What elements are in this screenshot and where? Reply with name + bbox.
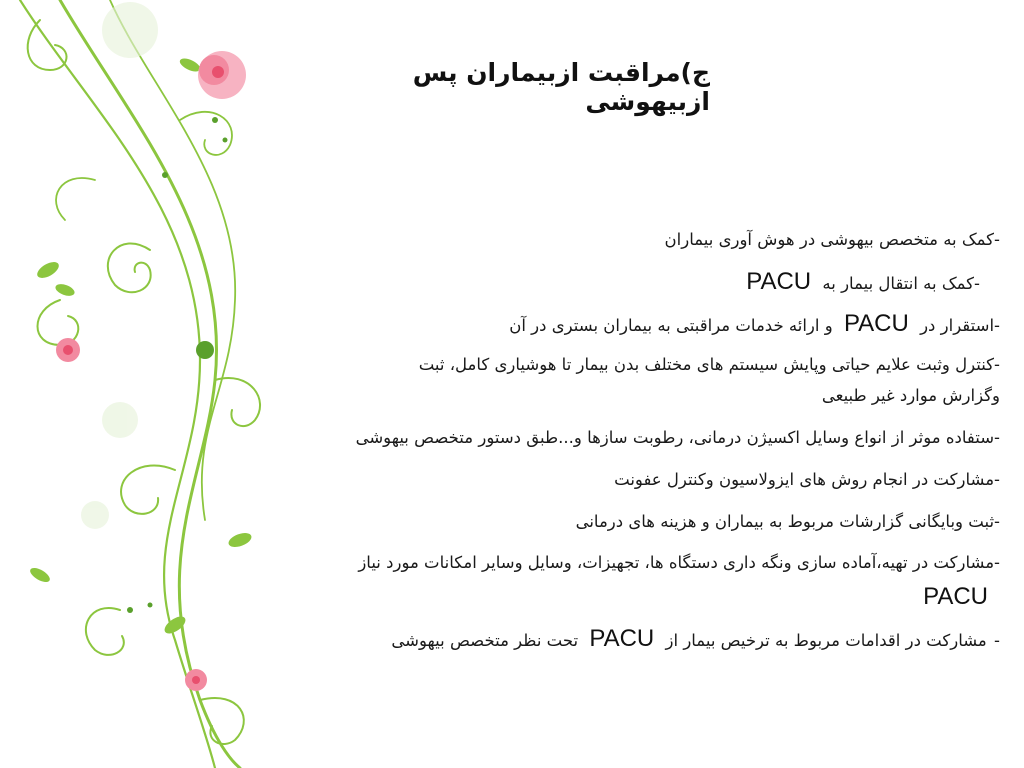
bullet-text: -ثبت وبایگانی گزارشات مربوط به بیماران و هزینه های درمانی bbox=[575, 512, 1000, 531]
floral-vine-decoration bbox=[0, 0, 320, 768]
bullet-text: و ارائه خدمات مراقبتی به بیماران بستری در آن bbox=[509, 316, 833, 335]
pacu-term: PACU bbox=[746, 268, 812, 295]
pacu-term: PACU bbox=[923, 583, 988, 610]
bullet-text: -کمک به انتقال بیمار به bbox=[822, 274, 980, 293]
bullet-item-continuation bbox=[917, 583, 994, 611]
bullet-dash: - bbox=[994, 631, 1000, 650]
bullet-item bbox=[391, 625, 1000, 653]
bullet-text: -کمک به متخصص بیهوشی در هوش آوری بیماران bbox=[664, 230, 1000, 249]
bullet-item bbox=[576, 512, 1000, 531]
bullet-text: -مشارکت در انجام روش های ایزولاسیون وکنترل عفونت bbox=[614, 470, 1000, 489]
bullet-item-continuation bbox=[822, 386, 1000, 405]
pacu-term: PACU bbox=[589, 625, 655, 652]
bullet-item bbox=[740, 268, 980, 296]
bullet-text: وگزارش موارد غیر طبیعی bbox=[821, 386, 1000, 405]
bullet-item bbox=[614, 470, 1000, 489]
bullet-text: -استقرار در bbox=[920, 316, 1000, 335]
bullet-text: تحت نظر متخصص بیهوشی bbox=[391, 631, 579, 650]
bullet-text: -کنترل وثبت علایم حیاتی وپایش سیستم های مختلف بدن بیمار تا هوشیاری کامل، ثبت bbox=[418, 355, 1000, 374]
bullet-item bbox=[509, 310, 1000, 338]
slide-title: ج)مراقبت ازبیماران پس ازبیهوشی bbox=[412, 58, 710, 116]
bullet-text: -مشارکت در تهیه،آماده سازی ونگه داری دستگاه ها، تجهیزات، وسایل وسایر امکانات مورد نیاز bbox=[358, 553, 1000, 572]
bullet-item bbox=[665, 230, 1000, 249]
pacu-term: PACU bbox=[843, 310, 909, 337]
bullet-text: -ستفاده موثر از انواع وسایل اکسیژن درمانی، رطوبت سازها و...طبق دستور متخصص بیهوشی bbox=[355, 428, 1000, 447]
bullet-item bbox=[358, 553, 1000, 572]
bullet-item bbox=[356, 428, 1000, 447]
bullet-text: مشارکت در اقدامات مربوط به ترخیص بیمار از bbox=[665, 631, 987, 650]
bullet-item bbox=[419, 355, 1000, 374]
